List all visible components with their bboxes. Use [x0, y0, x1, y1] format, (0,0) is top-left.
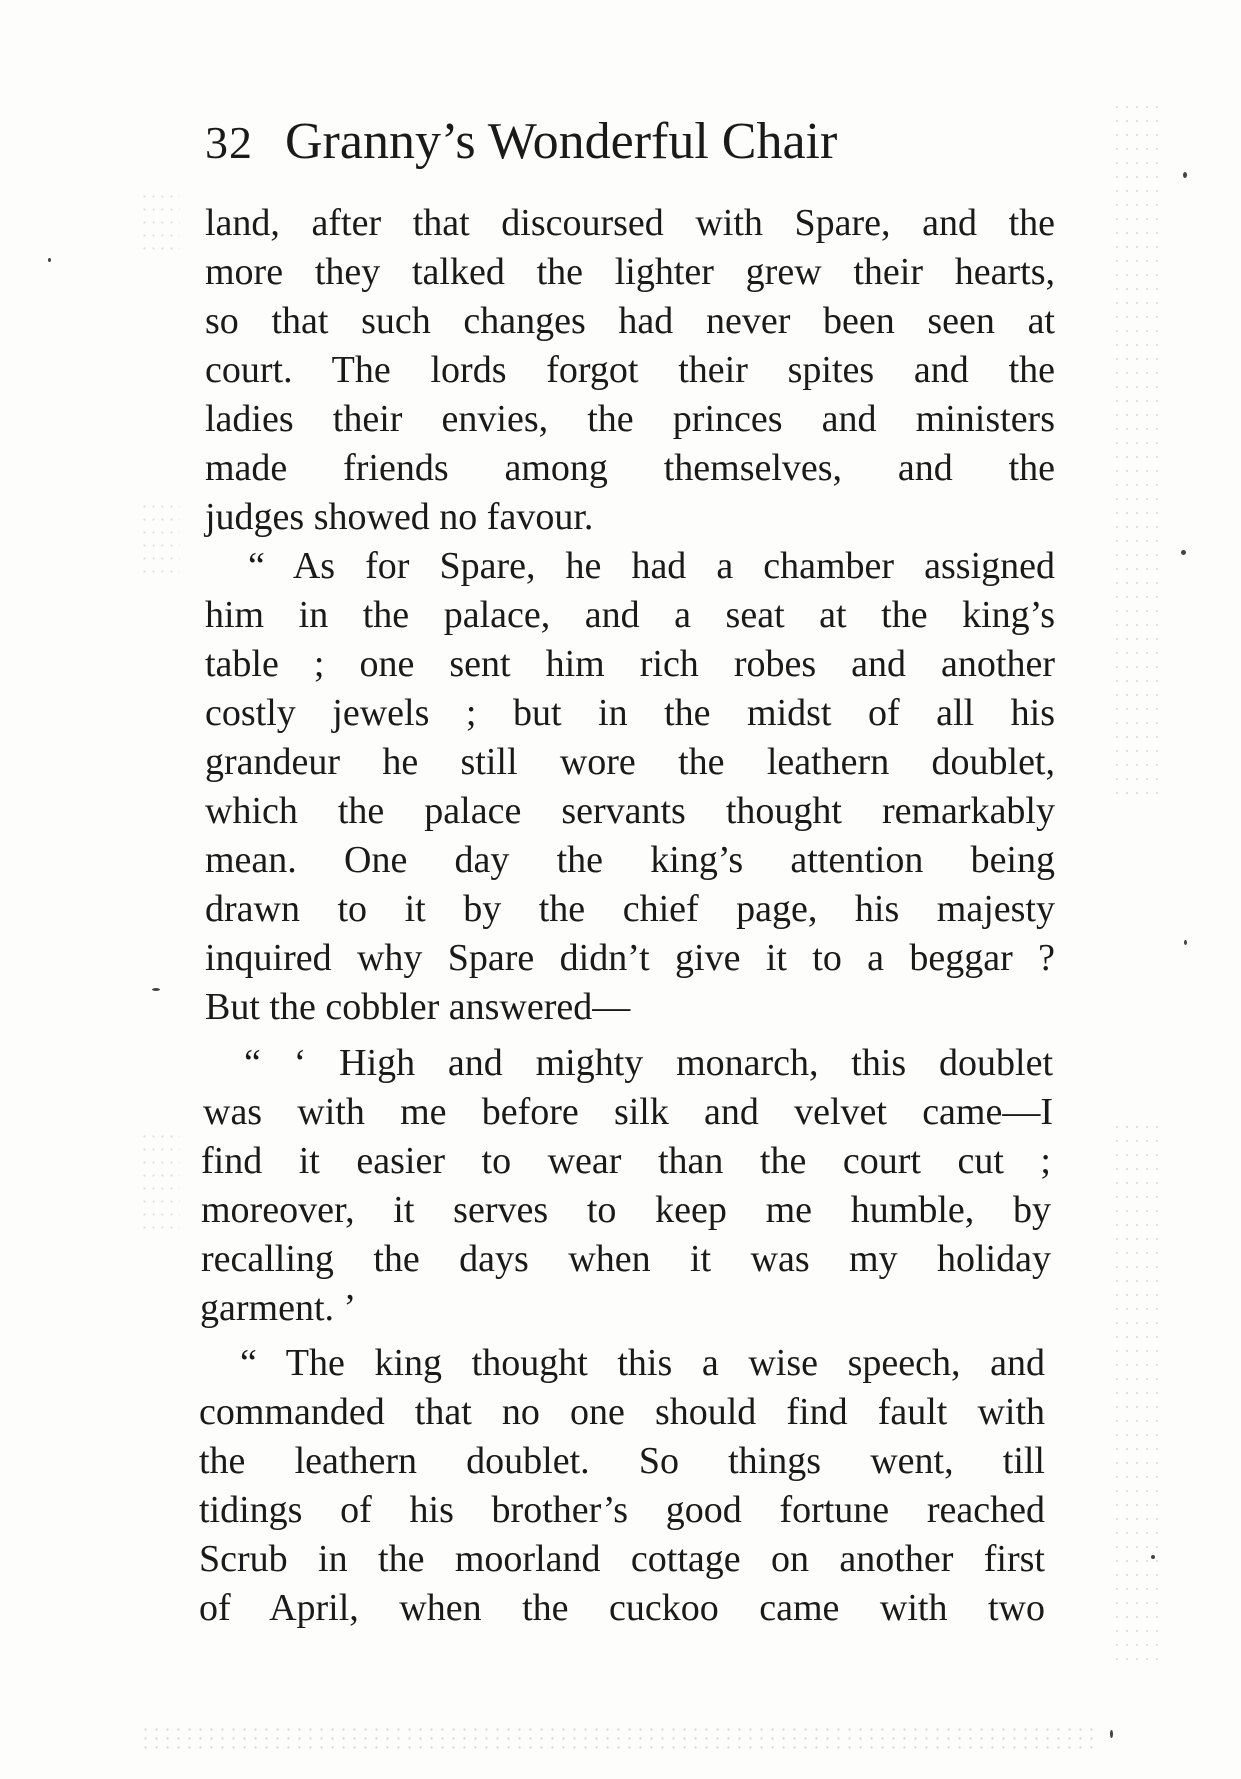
scan-noise	[140, 190, 180, 250]
text-line: garment. ’	[200, 1287, 357, 1329]
text-line: costly jewels ; but in the midst of all his	[205, 692, 1055, 734]
text-line: recalling the days when it was my holiday	[201, 1238, 1051, 1280]
running-title: Granny’s Wonderful Chair	[285, 113, 838, 170]
scan-speck	[1184, 940, 1187, 945]
text-line: mean. One day the king’s attention being	[205, 839, 1055, 881]
text-line: more they talked the lighter grew their hearts,	[205, 251, 1055, 293]
text-line: him in the palace, and a seat at the king’s	[205, 594, 1055, 636]
text-line: drawn to it by the chief page, his majesty	[205, 888, 1055, 930]
scan-noise	[140, 1130, 180, 1230]
scan-speck	[1181, 550, 1186, 555]
text-line: “ As for Spare, he had a chamber assigned	[248, 545, 1055, 587]
text-line: find it easier to wear than the court cut ;	[201, 1140, 1051, 1182]
text-line: of April, when the cuckoo came with two	[199, 1587, 1045, 1629]
text-line: land, after that discoursed with Spare, and the	[205, 202, 1055, 244]
text-line: judges showed no favour.	[205, 496, 594, 538]
scan-speck	[1151, 1555, 1155, 1559]
text-line: tidings of his brother’s good fortune reached	[199, 1489, 1045, 1531]
text-line: court. The lords forgot their spites and the	[205, 349, 1055, 391]
text-line: “ ‘ High and mighty monarch, this doublet	[244, 1042, 1053, 1084]
page-number: 32	[205, 117, 253, 168]
scan-noise	[140, 1725, 1100, 1755]
text-line: was with me before silk and velvet came—I	[203, 1091, 1053, 1133]
text-line: made friends among themselves, and the	[205, 447, 1055, 489]
text-line: “ The king thought this a wise speech, and	[240, 1342, 1045, 1384]
page-header	[205, 112, 837, 182]
text-line: grandeur he still wore the leathern doublet,	[205, 741, 1055, 783]
text-line: table ; one sent him rich robes and another	[205, 643, 1055, 685]
scan-speck	[1110, 1730, 1113, 1738]
text-line: so that such changes had never been seen at	[205, 300, 1055, 342]
scan-speck	[152, 988, 160, 991]
scan-noise	[1112, 1120, 1162, 1670]
text-line: moreover, it serves to keep me humble, by	[201, 1189, 1051, 1231]
scan-speck	[48, 258, 51, 262]
scan-noise	[140, 500, 180, 580]
scan-speck	[1183, 172, 1187, 178]
scan-noise	[1112, 100, 1162, 800]
text-line: But the cobbler answered—	[205, 986, 631, 1028]
text-line: Scrub in the moorland cottage on another first	[199, 1538, 1045, 1580]
text-line: inquired why Spare didn’t give it to a beggar ?	[205, 937, 1055, 979]
text-line: the leathern doublet. So things went, till	[199, 1440, 1045, 1482]
text-line: which the palace servants thought remarkably	[205, 790, 1055, 832]
text-line: ladies their envies, the princes and ministers	[205, 398, 1055, 440]
text-line: commanded that no one should find fault with	[199, 1391, 1045, 1433]
